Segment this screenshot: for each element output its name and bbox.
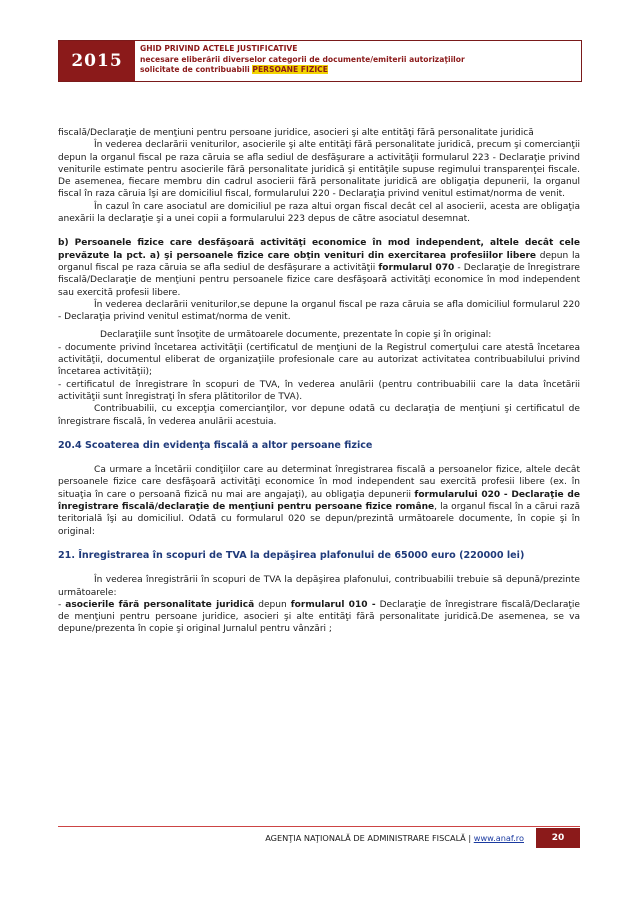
header-title: GHID PRIVIND ACTELE JUSTIFICATIVE	[140, 44, 298, 53]
document-body	[58, 127, 580, 636]
anaf-link[interactable]: www.anaf.ro	[473, 833, 524, 843]
page-footer	[58, 826, 580, 849]
paragraph: Declaraţiile sunt însoţite de următoarele documente, prezentate în copie şi în original:	[100, 330, 492, 341]
paragraph: În cazul în care asociatul are domiciliul pe raza altui organ fiscal decât cel al asocierii, acesta are obligaţia anexării la declaraţie şi a unei copii a formularului 223 depus de către asociatul desemnat.	[58, 201, 580, 225]
page-header	[58, 40, 582, 82]
paragraph: fiscală/Declaraţie de menţiuni pentru persoane juridice, asocieri şi alte entităţi fără personalitate juridică	[58, 128, 534, 138]
paragraph: Ca urmare a încetării condiţiilor care au determinat înregistrarea fiscală a persoanelor fizice, altele decât persoanele fizice care desfăşoară activităţi economice în mod independent sau exercită profesii libere (ex. în situaţia în care o persoană fizică nu mai are angajaţi), au obligaţia depunerii formularului 020 - Declaraţie de înregistrare fiscală/declaraţie de menţiuni pentru persoane fizice române, la organul fiscal în a cărui rază teritorială îşi au domiciliul. Odată cu formularul 020 se depun/prezintă următoarele documente, în copie şi în original:	[58, 465, 581, 537]
highlight-persoane-fizice: PERSOANE FIZICE	[252, 65, 328, 74]
paragraph: În vederea înregistrării în scopuri de TVA la depăşirea plafonului, contribuabilii trebuie să depună/prezinte următoarele:	[58, 575, 580, 598]
header-audience: solicitate de contribuabili PERSOANE FIZICE	[140, 65, 328, 74]
paragraph-b: b) Persoanele fizice care desfăşoară activităţi economice în mod independent, altele decât cele prevăzute la pct. a) şi persoanele fizice care obţin venituri din exercitarea profesiilor libere depun la organul fiscal pe raza căruia se afla sediul de desfăşurare a activităţii formularul 070 - Declaraţie de înregistrare fiscală/Declaraţie de menţiuni pentru persoanele fizice care desfăşoară activităţi economice în mod independent sau exercită profesii libere.	[58, 238, 581, 298]
paragraph: În vederea declarării veniturilor,se depune la organul fiscal pe raza căruia se afla domiciliul formularul 220 - Declaraţia privind venitul estimat/norma de venit.	[58, 299, 580, 323]
list-item: - documente privind încetarea activităţii (certificatul de menţiuni de la Registrul comerţului care atestă încetarea activităţii, documentul eliberat de organizaţiile profesionale care au autorizat activitatea contribuabilului privind încetarea activităţii);	[58, 342, 580, 378]
year-badge: 2015	[59, 41, 135, 81]
section-heading-20-4: 20.4 Scoaterea din evidenţa fiscală a altor persoane fizice	[58, 439, 373, 451]
section-heading-21: 21. Înregistrarea în scopuri de TVA la depăşirea plafonului de 65000 euro (220000 lei)	[58, 549, 525, 561]
footer-agency: AGENŢIA NAŢIONALĂ DE ADMINISTRARE FISCALĂ | www.anaf.ro	[265, 833, 524, 843]
list-item: - certificatul de înregistrare în scopuri de TVA, în vederea anulării (pentru contribuabilii care la data încetării activităţii sunt înregistraţi în sfera plătitorilor de TVA).	[58, 379, 580, 402]
list-item: - asocierile fără personalitate juridică depun formularul 010 - Declaraţie de înregistrare fiscală/Declaraţie de menţiuni pentru persoane juridice, asocieri şi alte entităţi fără personalitate juridică.De asemenea, se va depune/prezenta în copie şi original Jurnalul pentru vânzări ;	[58, 599, 580, 635]
page-number: 20	[536, 828, 580, 848]
header-text	[135, 41, 465, 81]
paragraph: În vederea declarării veniturilor, asocierile şi alte entităţi fără personalitate juridică, precum şi comercianţii depun la organul fiscal pe raza căruia se afla sediul de desfăşurare a activităţii formularul 223 - Declaraţie privind veniturile estimate pentru asocierile fără personalitate juridică şi entităţile supuse regimului transparenţei fiscale. De asemenea, fiecare membru din cadrul asocierii fără personalitate juridică are obligaţia depunerii, la organul fiscal în raza căruia îşi are domiciliul fiscal, formularului 220 - Declaraţia privind venitul estimat/norma de venit.	[58, 140, 580, 200]
paragraph: Contribuabilii, cu excepţia comercianţilor, vor depune odată cu declaraţia de menţiuni şi certificatul de înregistrare fiscală, în vederea anulării acestuia.	[58, 404, 580, 427]
header-subtitle: necesare eliberării diverselor categorii de documente/emiterii autorizaţiilor	[140, 54, 465, 64]
